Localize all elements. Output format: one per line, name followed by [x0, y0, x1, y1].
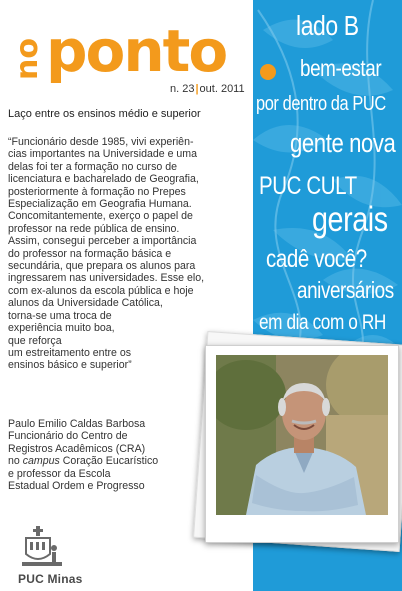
article-quote: “Funcionário desde 1985, vivi experiên- cias importantes na Universidade e uma delas foi ter a formação no curso de licenciatura e bacharelado de Geografia, posteriormente à formação no Prepes Especialização em Geografia Humana. Concomitantemente, exerço o papel de professor na rede pública de ensino. Assim, consegui perceber a importância do professor na formação básica e secundária, que prepara os alunos para ingressarem nas universidades. Esse elo, com ex-alunos da escola pública e hoje alunos da Universidade Católica, torna-se uma troca de experiência muito boa, que reforça um estreitamento entre os ensinos básico e superior” — [8, 136, 205, 372]
menu-item-por-dentro[interactable]: por dentro da PUC — [256, 93, 386, 115]
logo-prefix: no — [10, 38, 45, 80]
menu-item-gente-nova[interactable]: gente nova — [290, 128, 396, 158]
menu-item-aniversarios[interactable]: aniversários — [297, 277, 394, 303]
author-role-line: no campus Coração Eucarístico — [8, 455, 159, 468]
issue-number: n. 23 — [170, 83, 195, 95]
menu-item-cade-voce[interactable]: cadê você? — [266, 245, 367, 273]
logo-dot — [260, 64, 276, 80]
author-role-line: Funcionário do Centro de — [8, 430, 128, 443]
author-role-line: Estadual Ordem e Progresso — [8, 480, 145, 493]
author-role-line: Registros Acadêmicos (CRA) — [8, 442, 146, 455]
logo-title: ponto — [46, 17, 227, 85]
menu-item-rh[interactable]: em dia com o RH — [259, 311, 386, 334]
issue-date: out. 2011 — [199, 83, 245, 95]
issue-separator: | — [195, 83, 199, 95]
menu-item-lado-b[interactable]: lado B — [296, 10, 359, 41]
article-signature — [8, 418, 208, 492]
author-role-line: e professor da Escola — [8, 467, 111, 480]
portrait-photo — [216, 355, 388, 515]
institution-name: PUC Minas — [18, 572, 83, 586]
masthead-logo[interactable] — [6, 18, 276, 88]
issue-info — [170, 83, 245, 95]
author-name: Paulo Emilio Caldas Barbosa — [8, 418, 146, 430]
photo-frame — [205, 345, 399, 543]
menu-item-bem-estar[interactable]: bem-estar — [300, 55, 382, 81]
menu-item-puc-cult[interactable]: PUC CULT — [259, 172, 357, 200]
menu-item-gerais[interactable]: gerais — [312, 200, 388, 239]
article-headline: Laço entre os ensinos médio e superior — [8, 108, 201, 120]
